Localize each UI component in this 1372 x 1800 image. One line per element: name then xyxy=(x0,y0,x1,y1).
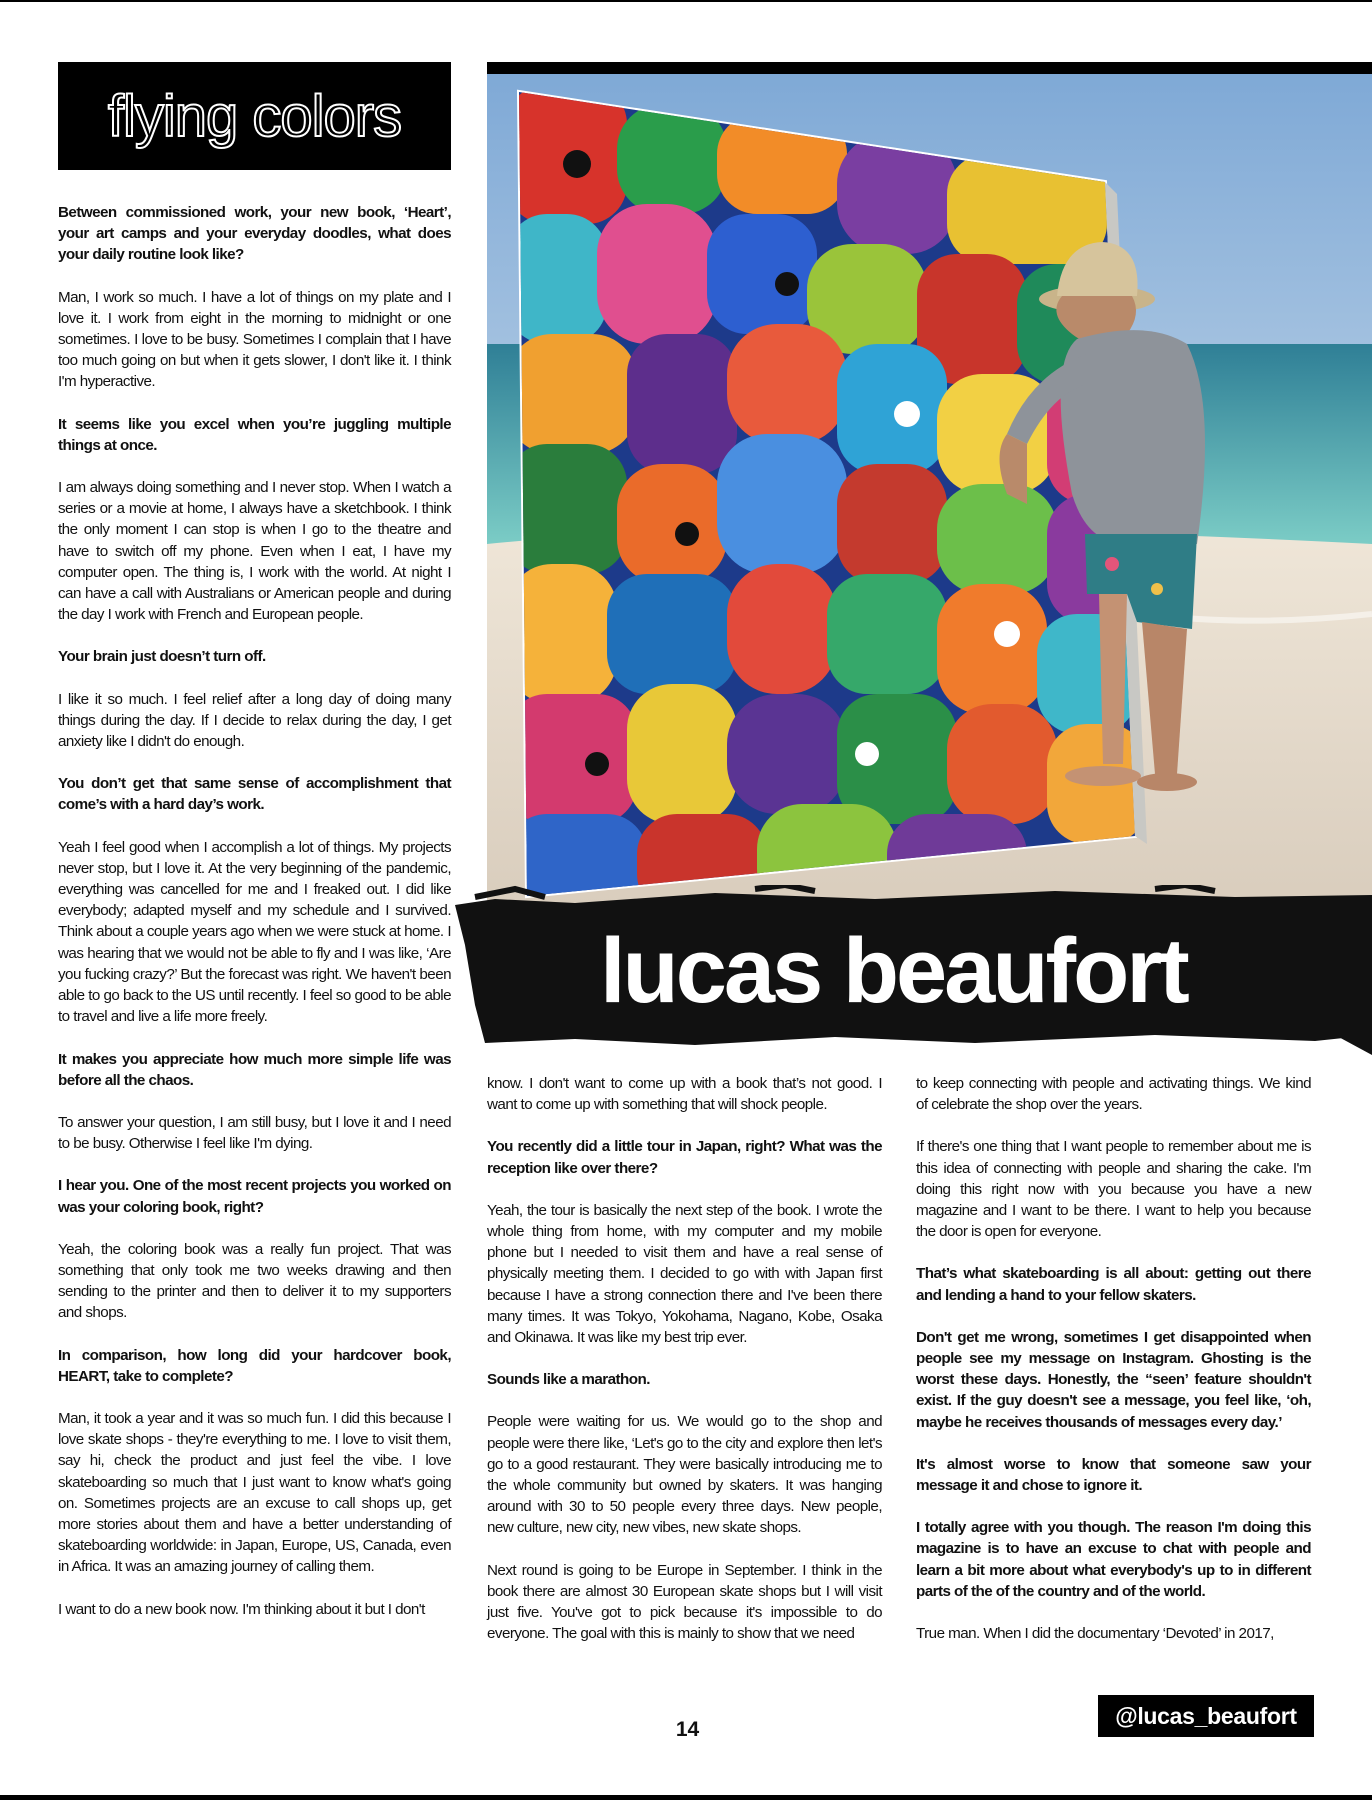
interview-question: Between commissioned work, your new book, ‘Heart’, your art camps and your everyday doodles, what does your daily routine look like? xyxy=(58,204,451,264)
section-title: flying colors xyxy=(107,83,402,149)
interview-question: Don't get me wrong, sometimes I get disappointed when people see my message on Instagram. Ghosting is the worst these days. Honestly, the “seen’ feature shouldn't exist. If the guy doesn't see a message, you feel like, ‘oh, maybe he receives thousands of messages every day.’ xyxy=(916,1328,1311,1431)
interview-question: In comparison, how long did your hardcover book, HEART, take to complete? xyxy=(58,1346,451,1385)
artist-name-title: lucas beaufort xyxy=(600,920,1187,1022)
interview-question: It seems like you excel when you’re juggling multiple things at once. xyxy=(58,415,451,454)
social-handle-text: @lucas_beaufort xyxy=(1115,1702,1297,1729)
article-column-2 xyxy=(487,1073,882,1665)
interview-question: That’s what skateboarding is all about: getting out there and lending a hand to your fellow skaters. xyxy=(916,1265,1311,1304)
interview-answer: Yeah, the coloring book was a really fun project. That was something that only took me two weeks drawing and then sending to the printer and then to deliver it to my supporters and shops. xyxy=(58,1240,451,1322)
interview-question: I totally agree with you though. The reason I'm doing this magazine is to have an excuse to chat with people and learn a bit more about what everybody's up to in different parts of the of the country and of the world. xyxy=(916,1519,1311,1600)
interview-question: Sounds like a marathon. xyxy=(487,1371,650,1389)
article-column-1 xyxy=(58,202,451,1641)
interview-answer: Man, I work so much. I have a lot of things on my plate and I love it. I work from eight in the morning to midnight or one sometimes. I love to be busy. Sometimes I complain that I have too much going on but when it gets slower, I don't like it. I think I'm hyperactive. xyxy=(58,288,451,391)
social-handle-badge xyxy=(1098,1695,1314,1737)
interview-answer: If there's one thing that I want people to remember about me is this idea of connecting with people and sharing the cake. I'm doing this right now with you because you have a new magazine and I want to be there. I want to help you because the door is open for everyone. xyxy=(916,1138,1311,1241)
article-column-3 xyxy=(916,1073,1311,1665)
interview-answer: I like it so much. I feel relief after a long day of doing many things during the day. If I decide to relax during the day, I get anxiety like I didn't do enough. xyxy=(58,690,451,751)
interview-answer: to keep connecting with people and activating things. We kind of celebrate the shop over the years. xyxy=(916,1075,1311,1114)
photo-illustration xyxy=(487,74,1372,906)
painting-on-beach-photo xyxy=(487,74,1372,906)
section-header xyxy=(58,62,451,170)
interview-answer: know. I don't want to come up with a book that’s not good. I want to come up with something that will shock people. xyxy=(487,1075,882,1114)
interview-answer: Yeah I feel good when I accomplish a lot of things. My projects never stop, but I love it. At the very beginning of the pandemic, everything was cancelled for me and I freaked out. I did like everybody; adapted myself and my schedule and I survived. Think about a couple years ago when we were stuck at home. I was hearing that we would not be able to fly and I was like, ‘Are you fucking crazy?’ But the forecast was right. We haven't been able to go back to the US until recently. I feel so good to be able to travel and live a life more freely. xyxy=(58,838,451,1026)
bottom-rule xyxy=(0,1795,1372,1800)
interview-answer: I am always doing something and I never stop. When I watch a series or a movie at home, I always have a sketchbook. I think the only moment I can stop is when I go to the theatre and have to switch off my phone. Even when I eat, I have my computer open. The thing is, I work with the world. At night I can have a call with Australians or American people and during the day I work with French and European people. xyxy=(58,479,451,624)
interview-answer: To answer your question, I am still busy, but I love it and I need to be busy. Otherwise I feel like I'm dying. xyxy=(58,1113,451,1153)
page-number: 14 xyxy=(675,1718,700,1741)
top-rule xyxy=(0,0,1372,2)
interview-answer: Next round is going to be Europe in September. I think in the book there are almost 30 European skate shops but I will visit just five. You've got to pick because it's impossible to do everyone. The goal with this is mainly to show that we need xyxy=(487,1561,882,1643)
photo-top-bar xyxy=(487,62,1372,74)
interview-answer: I want to do a new book now. I'm thinking about it but I don't xyxy=(58,1600,425,1618)
interview-answer: Yeah, the tour is basically the next step of the book. I wrote the whole thing from home, with my computer and my mobile phone but I needed to visit them and have a real sense of physically meeting them. I decided to go with with Japan first because I have a strong connection there and I've been there many times. It was Tokyo, Yokohama, Nagano, Kobe, Osaka and Okinawa. It was like my best trip ever. xyxy=(487,1201,882,1347)
interview-question: Your brain just doesn’t turn off. xyxy=(58,648,266,666)
interview-question: You don’t get that same sense of accomplishment that come’s with a hard day’s work. xyxy=(58,775,451,814)
interview-answer: Man, it took a year and it was so much fun. I did this because I love skate shops - they're everything to me. I love to visit them, say hi, check the product and just feel the vibe. I love skateboarding so much that I just want to know what's going on. Sometimes projects are an excuse to call shops up, get more stories about them and have a better understanding of skateboarding worldwide: in Japan, Europe, US, Canada, even in Africa. It was an amazing journey of calling them. xyxy=(58,1409,451,1576)
interview-question: It's almost worse to know that someone saw your message it and chose to ignore it. xyxy=(916,1455,1311,1495)
interview-answer: People were waiting for us. We would go to the shop and people were there like, ‘Let's go to the city and explore then let's go to a good restaurant. They were basically introducing me to the whole community but owned by skaters. It was hanging around with 30 to 50 people every three days. New people, new culture, new city, new vibes, new skate shops. xyxy=(487,1413,882,1537)
interview-question: It makes you appreciate how much more simple life was before all the chaos. xyxy=(58,1050,451,1089)
interview-answer: True man. When I did the documentary ‘Devoted’ in 2017, xyxy=(916,1625,1274,1643)
interview-question: I hear you. One of the most recent projects you worked on was your coloring book, right? xyxy=(58,1177,451,1216)
interview-question: You recently did a little tour in Japan, right? What was the reception like over there? xyxy=(487,1138,882,1177)
